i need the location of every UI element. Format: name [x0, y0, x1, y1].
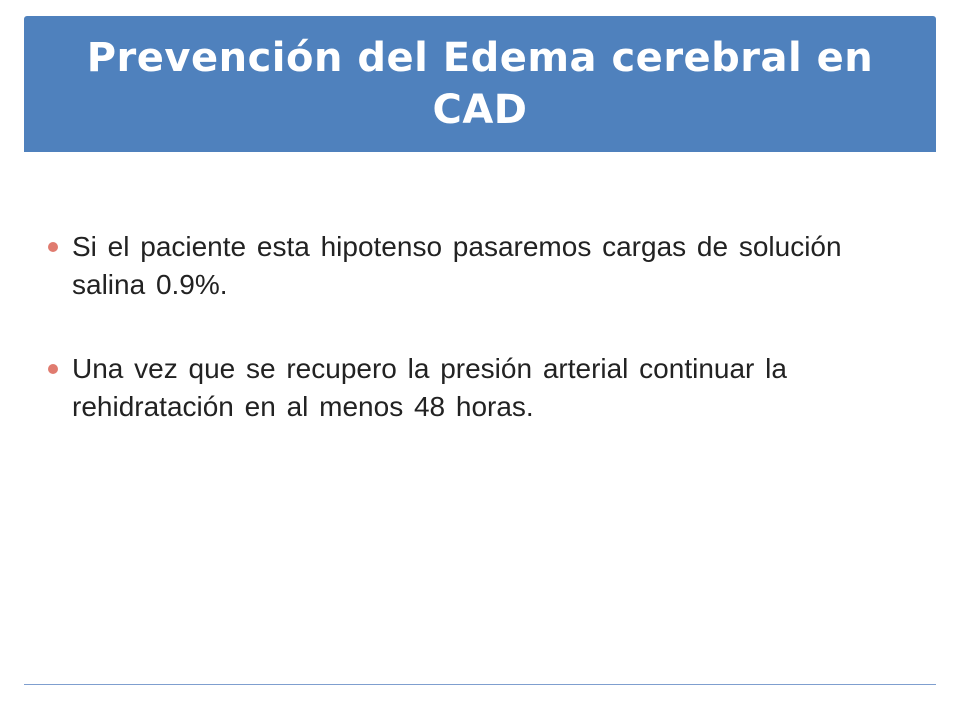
slide-content — [48, 228, 908, 472]
bullet-dot-icon — [48, 242, 58, 252]
title-bar — [24, 16, 936, 152]
bullet-dot-icon — [48, 364, 58, 374]
bullet-item — [48, 350, 908, 426]
footer-divider — [24, 684, 936, 685]
slide-title: Prevención del Edema cerebral en CAD — [86, 35, 874, 133]
bullet-text: Si el paciente esta hipotenso pasaremos cargas de solución salina 0.9%. — [72, 231, 842, 300]
bullet-item — [48, 228, 908, 304]
bullet-text: Una vez que se recupero la presión arterial continuar la rehidratación en al menos 48 horas. — [72, 353, 787, 422]
